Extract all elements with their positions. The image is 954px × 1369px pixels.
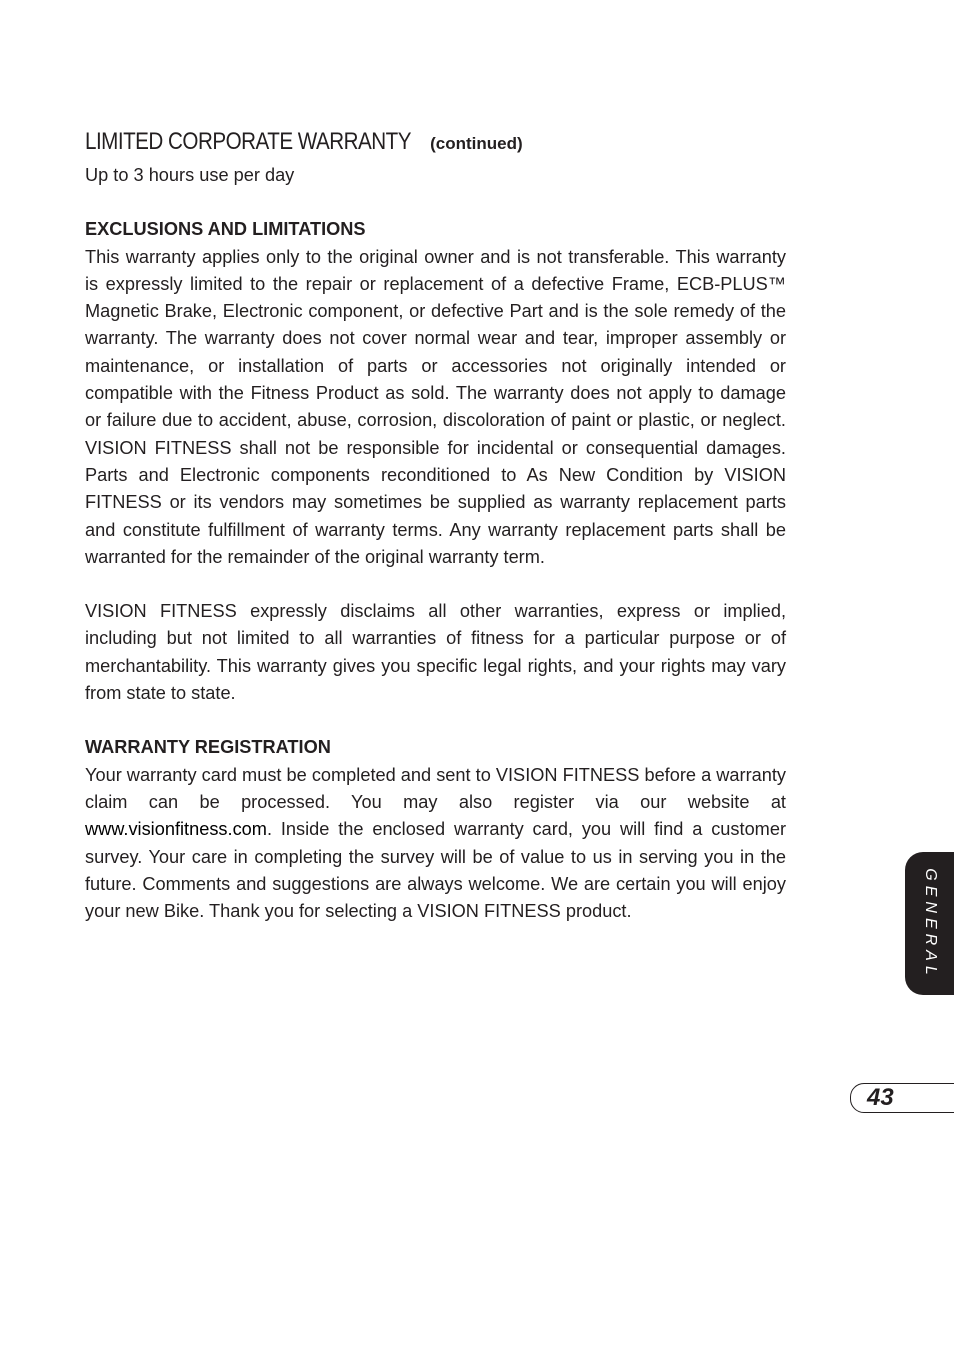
page-number-badge (850, 1083, 954, 1113)
section-title: LIMITED CORPORATE WARRANTY (85, 128, 412, 155)
disclaimer-section (85, 598, 786, 707)
section-side-tab (905, 852, 954, 995)
page-title (85, 120, 786, 162)
exclusions-paragraph: This warranty applies only to the original owner and is not transferable. This warranty is expressly limited to the repair or replacement of a defective Frame, ECB-PLUS™ Magnetic Brake, Electronic component, or defective Part and is the sole remedy of the warranty. The warranty does not cover normal wear and tear, improper assembly or maintenance, or installation of parts or accessories not originally intended or compatible with the Fitness Product as sold. The warranty does not apply to damage or failure due to accident, abuse, corrosion, discoloration of paint or plastic, or neglect. VISION FITNESS shall not be responsible for incidental or consequential damages. Parts and Electronic components reconditioned to As New Condition by VISION FITNESS or its vendors may sometimes be supplied as warranty replacement parts and constitute fulfillment of warranty terms. Any warranty replacement parts shall be warranted for the remainder of the original warranty term. (85, 246, 786, 567)
page-number: 43 (867, 1084, 894, 1111)
exclusions-section (85, 216, 786, 571)
document-body (85, 120, 786, 952)
registration-section (85, 734, 786, 925)
registration-text-after: . Inside the enclosed warranty card, you will find a customer survey. Your care in completing the survey will be of value to us in serving you in the future. Comments and suggestions are always welcome. We are certain you will enjoy your new Bike. Thank you for selecting a VISION FITNESS product. (85, 819, 786, 922)
exclusions-heading: EXCLUSIONS AND LIMITATIONS (85, 219, 366, 240)
section-title-continued: (continued) (430, 134, 523, 153)
registration-paragraph (85, 762, 786, 926)
registration-heading: WARRANTY REGISTRATION (85, 737, 331, 758)
side-tab-label: GENERAL (921, 867, 939, 980)
website-link[interactable]: www.visionfitness.com (85, 819, 267, 840)
registration-text-before: Your warranty card must be completed and sent to VISION FITNESS before a warranty claim can be processed. You may also register via our website at (85, 764, 786, 812)
usage-note: Up to 3 hours use per day (85, 165, 295, 185)
disclaimer-paragraph: VISION FITNESS expressly disclaims all other warranties, express or implied, including but not limited to all warranties of fitness for a particular purpose or of merchantability. This warranty gives you specific legal rights, and your rights may vary from state to state. (85, 601, 786, 704)
